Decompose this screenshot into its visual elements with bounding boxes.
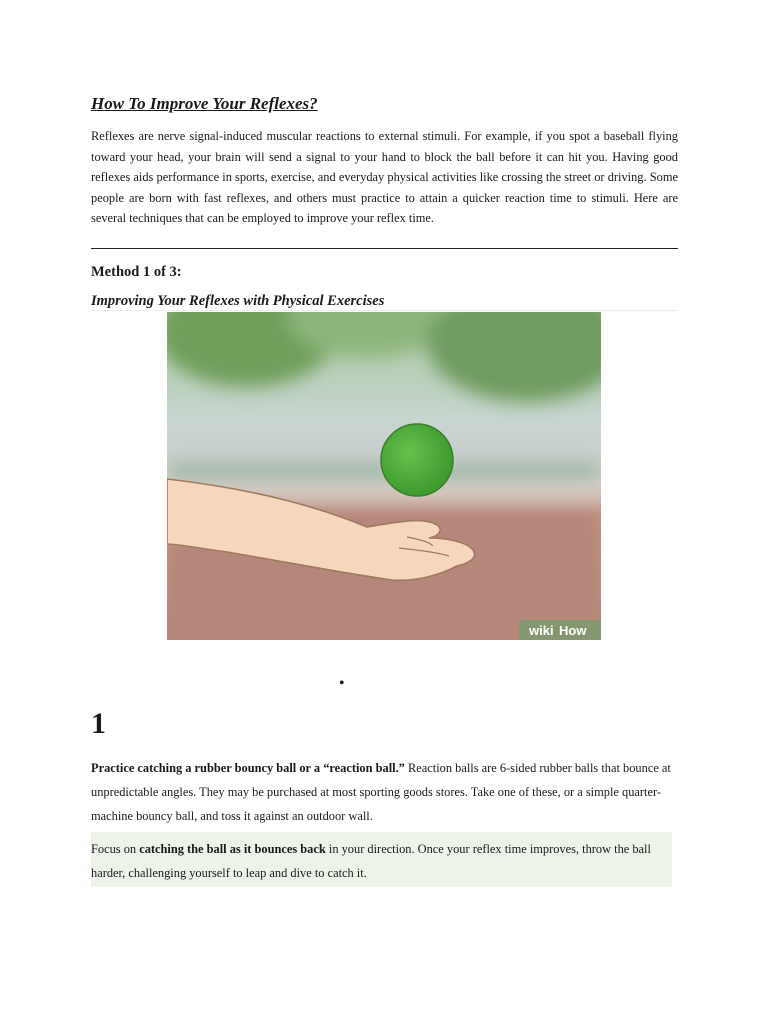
step-description (91, 756, 678, 828)
horizontal-rule (91, 248, 678, 249)
article-title: How To Improve Your Reflexes? (91, 94, 318, 113)
step-number: 1 (91, 707, 106, 740)
tip-prefix: Focus on (91, 842, 140, 856)
watermark-wiki: wiki (529, 623, 554, 638)
list-bullet: • (339, 675, 345, 692)
step-tip (91, 832, 672, 887)
step-illustration (167, 312, 601, 640)
watermark-how: How (559, 623, 587, 638)
subheading-divider (91, 310, 678, 311)
step-lead-rest: Reaction balls are 6-sided rubber balls that bounce at unpredictable angles. They may be purchased at most sporting goods stores. Take one of these, or a simple quarter-machine bouncy ball, and toss it against an outdoor wall. (91, 761, 671, 823)
hand-catching-ball-image (167, 312, 601, 640)
tip-rest: in your direction. Once your reflex time improves, throw the ball harder, challenging yourself to leap and dive to catch it. (91, 842, 651, 880)
reaction-ball (381, 424, 453, 496)
method-subheading: Improving Your Reflexes with Physical Exercises (91, 293, 385, 309)
intro-paragraph: Reflexes are nerve signal-induced muscular reactions to external stimuli. For example, if you spot a baseball flying toward your head, your brain will send a signal to your hand to block the ball before it can hit you. Having good reflexes aids performance in sports, exercise, and everyday physical activities like crossing the street or driving. Some people are born with fast reflexes, and others must practice to attain a quicker reaction time to stimuli. Here are several techniques that can be employed to improve your reflex time. (91, 129, 678, 225)
tip-bold: catching the ball as it bounces back (139, 842, 326, 856)
method-heading: Method 1 of 3: (91, 264, 182, 280)
step-lead-bold: Practice catching a rubber bouncy ball or a “reaction ball.” (91, 761, 405, 775)
